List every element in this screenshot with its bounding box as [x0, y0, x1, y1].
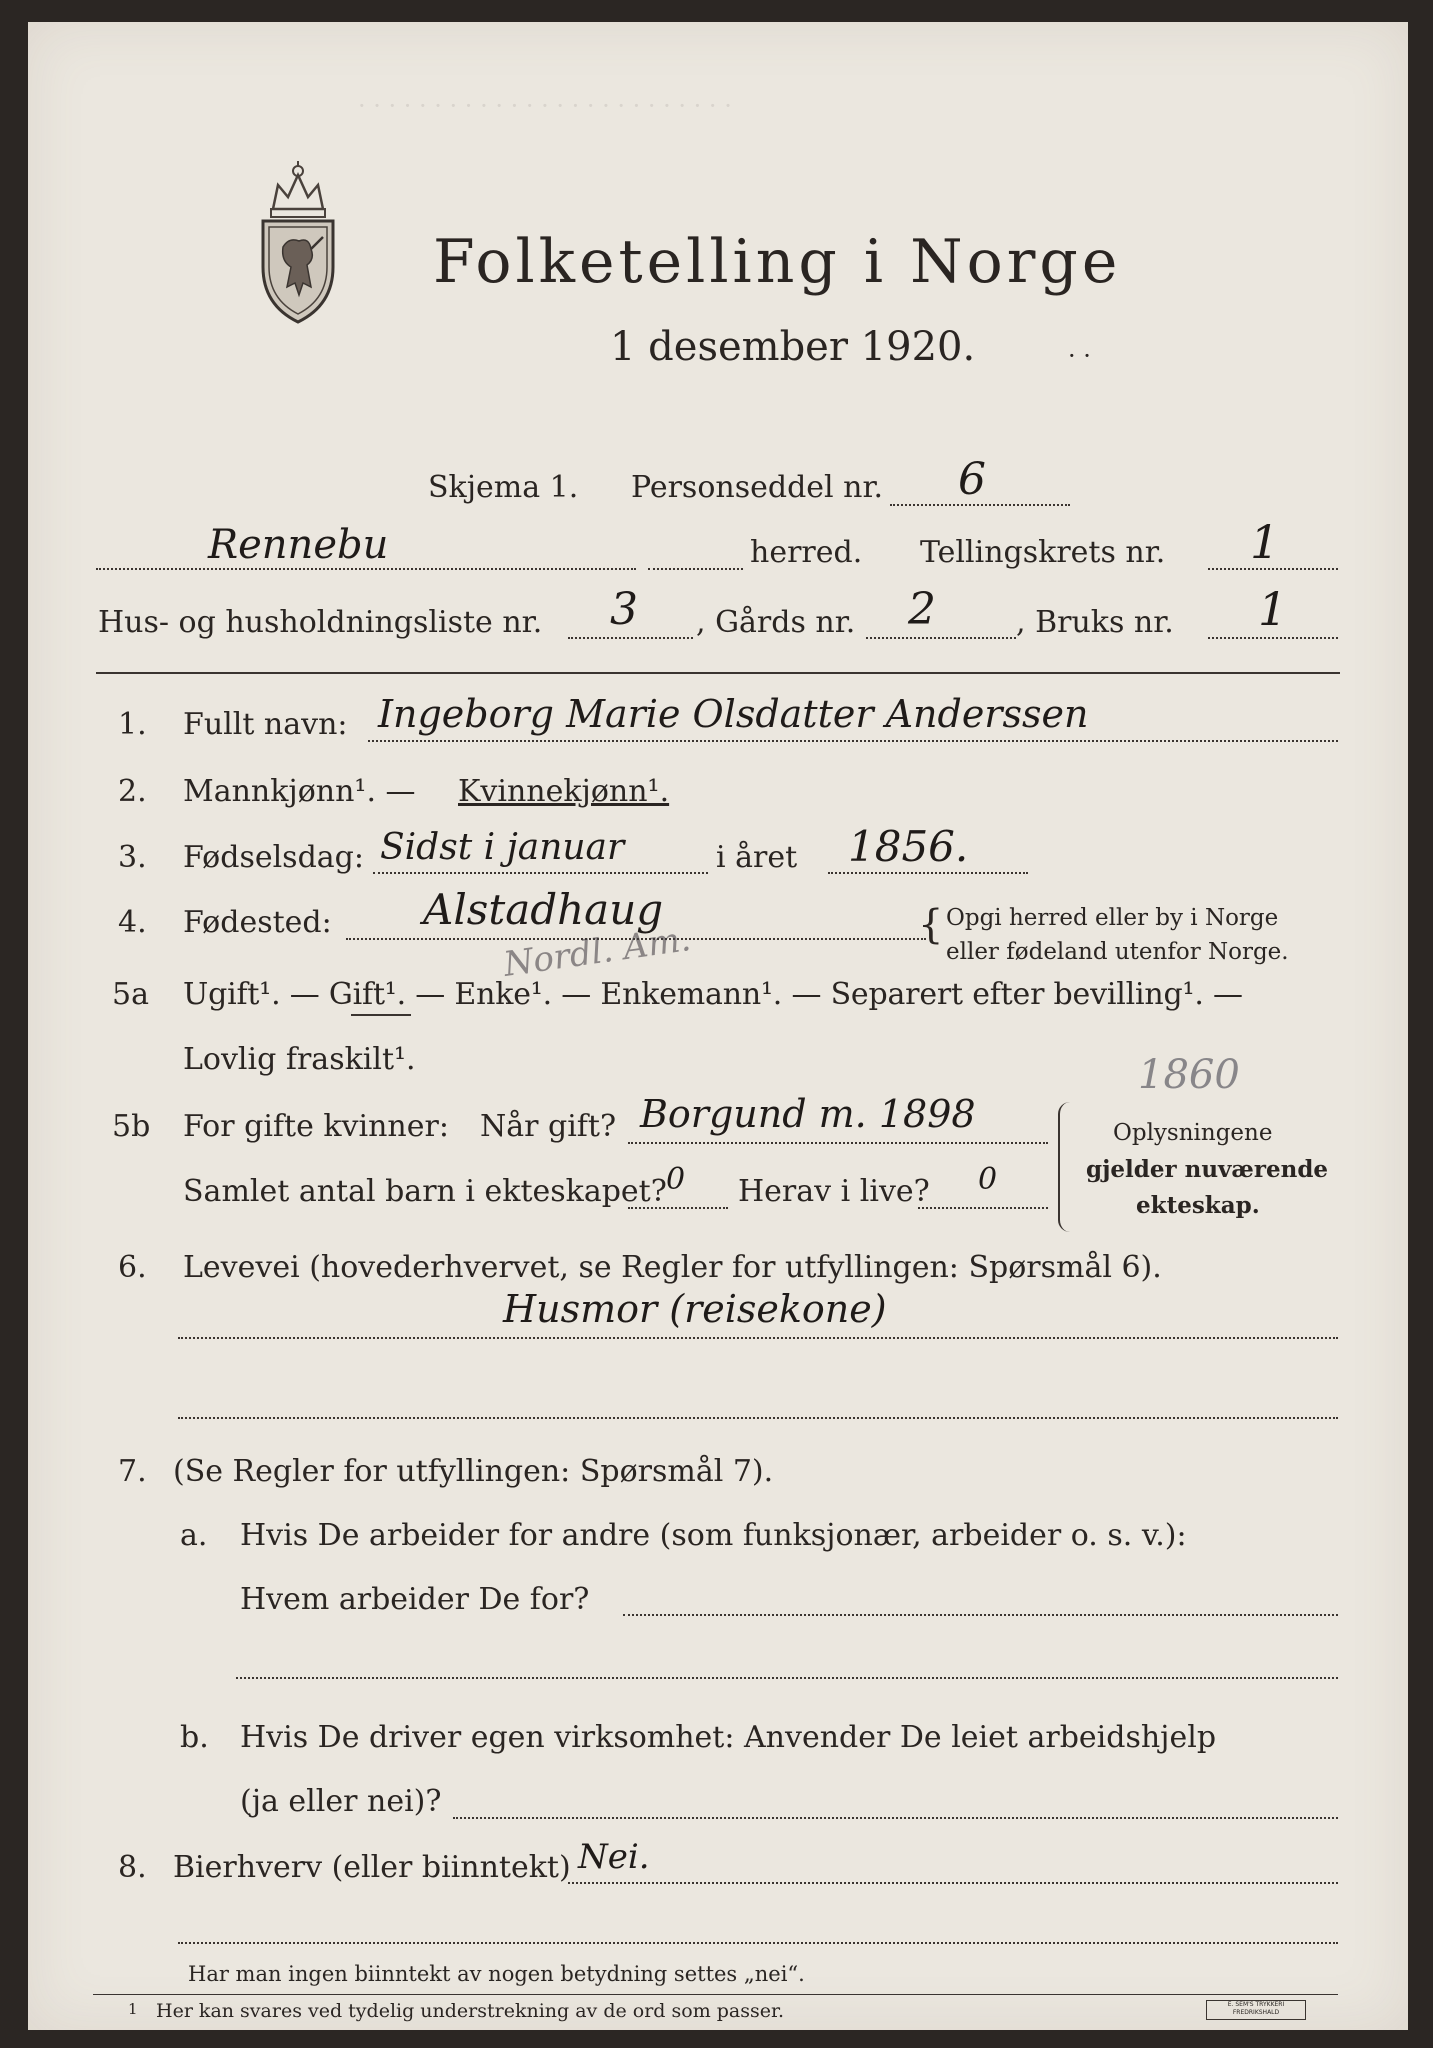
q4-number: 4. — [118, 905, 147, 940]
birthplace-note-line1: Opgi herred eller by i Norge — [946, 905, 1279, 931]
census-date: 1 desember 1920. — [610, 324, 976, 370]
marital-status-options-2: Lovlig fraskilt¹. — [183, 1042, 416, 1077]
when-married-value: Borgund m. 1898 — [640, 1092, 976, 1136]
bruks-label: , Bruks nr. — [1016, 605, 1174, 640]
coat-of-arms-icon — [253, 157, 343, 327]
q7b-question: (ja eller nei)? — [240, 1784, 442, 1819]
alive-label: Herav i live? — [738, 1174, 930, 1209]
birthplace-annotation: Nordl. Am. — [501, 919, 694, 985]
bruks-value: 1 — [1258, 582, 1288, 636]
q7-number: 7. — [118, 1454, 147, 1489]
when-married-label: Når gift? — [480, 1109, 617, 1144]
q7a-text: Hvis De arbeider for andre (som funksjonær, arbeider o. s. v.): — [240, 1518, 1187, 1553]
footnote-number: 1 — [128, 2000, 138, 2018]
q6-number: 6. — [118, 1250, 147, 1285]
birthday-label: Fødselsdag: — [183, 840, 364, 875]
brace-5b — [1058, 1102, 1080, 1232]
q3-number: 3. — [118, 840, 147, 875]
side-income-value: Nei. — [578, 1837, 650, 1877]
husholdningsliste-value: 3 — [610, 584, 638, 635]
census-form-page — [28, 22, 1408, 2030]
personseddel-value: 6 — [958, 454, 986, 505]
birthday-value: Sidst i januar — [380, 827, 625, 868]
children-label: Samlet antal barn i ekteskapet? — [183, 1174, 667, 1209]
brace: { — [918, 902, 944, 948]
q7a-question: Hvem arbeider De for? — [240, 1582, 590, 1617]
footnote: Her kan svares ved tydelig understrekning av de ord som passer. — [156, 2000, 785, 2022]
q7b-letter: b. — [180, 1720, 209, 1755]
section-divider — [96, 672, 1340, 674]
married-women-label: For gifte kvinner: — [183, 1109, 449, 1144]
tellingskrets-label: Tellingskrets nr. — [920, 535, 1166, 570]
birth-year-value: 1856. — [848, 822, 969, 871]
birthplace-value: Alstadhaug — [423, 885, 664, 934]
birth-year-label: i året — [716, 840, 798, 875]
children-value: 0 — [666, 1162, 686, 1197]
gift-underline — [351, 1014, 411, 1016]
q5b-number: 5b — [112, 1109, 151, 1144]
q7b-text: Hvis De driver egen virksomhet: Anvender De leiet arbeidshjelp — [240, 1720, 1217, 1755]
occupation-value: Husmor (reisekone) — [503, 1287, 887, 1331]
footer-note: Har man ingen biinntekt av nogen betydning settes „nei“. — [188, 1962, 805, 1986]
schema-label: Skjema 1. — [428, 470, 579, 505]
occupation-label: Levevei (hovederhvervet, se Regler for utfyllingen: Spørsmål 6). — [183, 1250, 1162, 1285]
marital-status-options: Ugift¹. — Gift¹. — Enke¹. — Enkemann¹. — Separert efter bevilling¹. — — [183, 977, 1243, 1012]
q2-number: 2. — [118, 774, 147, 809]
q7a-letter: a. — [180, 1518, 208, 1553]
printer-mark: E. SEM'S TRYKKERI FREDRIKSHALD — [1206, 2000, 1306, 2020]
husholdningsliste-label: Hus- og husholdningsliste nr. — [98, 605, 543, 640]
gards-value: 2 — [908, 584, 936, 635]
side-note-line3: ekteskap. — [1136, 1192, 1260, 1219]
ornament-dots: · · — [1068, 342, 1091, 370]
alive-value: 0 — [978, 1162, 998, 1197]
sex-female-option-underlined: Kvinnekjønn¹. — [458, 774, 670, 809]
q7-text: (Se Regler for utfyllingen: Spørsmål 7). — [173, 1454, 774, 1489]
side-note-line1: Oplysningene — [1113, 1120, 1273, 1146]
gards-label: , Gårds nr. — [696, 605, 856, 640]
birthplace-label: Fødested: — [183, 905, 332, 940]
q5a-number: 5a — [112, 977, 149, 1012]
pencil-annotation: 1860 — [1138, 1052, 1240, 1098]
herred-label: herred. — [750, 535, 863, 570]
bleed-through: · · · · · · · · · · · · · · · · · · · · · · · · · — [358, 92, 732, 120]
q8-number: 8. — [118, 1850, 147, 1885]
birthplace-note-line2: eller fødeland utenfor Norge. — [946, 939, 1289, 965]
q1-number: 1. — [118, 707, 147, 742]
footer-divider — [93, 1994, 1338, 1995]
q1-label: Fullt navn: — [183, 707, 348, 742]
form-title: Folketelling i Norge — [433, 227, 1122, 297]
side-note-line2: gjelder nuværende — [1086, 1156, 1329, 1183]
side-income-label: Bierhverv (eller biinntekt) — [173, 1850, 571, 1885]
personseddel-label: Personseddel nr. — [631, 470, 884, 505]
tellingskrets-value: 1 — [1250, 515, 1280, 569]
herred-value: Rennebu — [208, 522, 389, 568]
sex-male-option: Mannkjønn¹. — — [183, 774, 416, 809]
full-name-value: Ingeborg Marie Olsdatter Anderssen — [378, 692, 1089, 736]
